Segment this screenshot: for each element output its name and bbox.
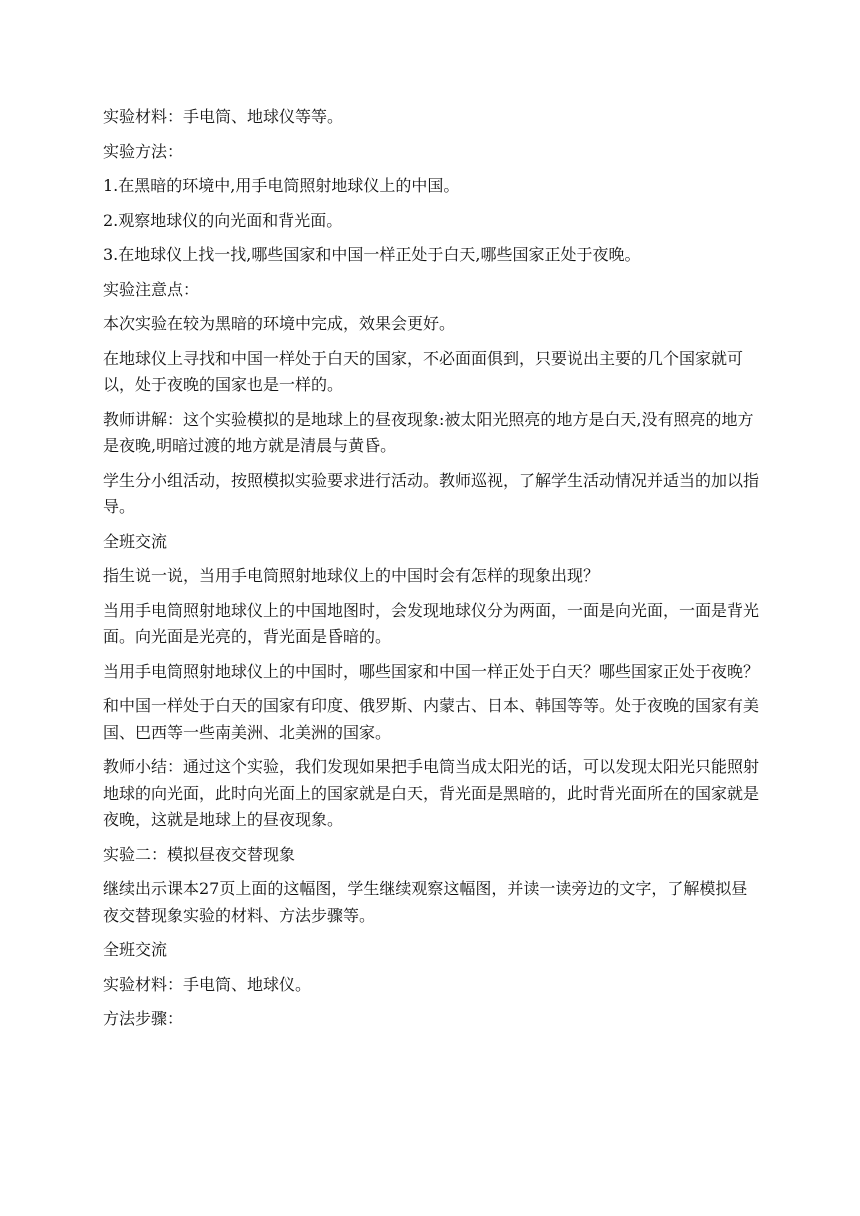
paragraph-question-1: 指生说一说，当用手电筒照射地球仪上的中国时会有怎样的现象出现？ bbox=[103, 566, 600, 585]
paragraph-step-2: 2.观察地球仪的向光面和背光面。 bbox=[103, 210, 343, 230]
paragraph-class-discussion-2: 全班交流 bbox=[103, 940, 168, 959]
document-body bbox=[103, 104, 759, 1041]
paragraph-answer-1: 当用手电筒照射地球仪上的中国地图时，会发现地球仪分为两面，一面是向光面，一面是背光面。向光面是光亮的，背光面是昏暗的。 bbox=[103, 600, 760, 646]
paragraph-answer-2: 和中国一样处于白天的国家有印度、俄罗斯、内蒙古、日本、韩国等等。处于夜晚的国家有美国、巴西等一些南美洲、北美洲的国家。 bbox=[103, 696, 760, 742]
paragraph-experiment-2-intro: 继续出示课本27页上面的这幅图，学生继续观察这幅图，并读一读旁边的文字，了解模拟昼夜交替现象实验的材料、方法步骤等。 bbox=[103, 879, 748, 925]
paragraph-steps-heading: 方法步骤： bbox=[103, 1009, 184, 1028]
paragraph-teacher-explanation: 教师讲解：这个实验模拟的是地球上的昼夜现象:被太阳光照亮的地方是白天,没有照亮的地方是夜晚,明暗过渡的地方就是清晨与黄昏。 bbox=[103, 409, 754, 455]
paragraph-materials: 实验材料：手电筒、地球仪等等。 bbox=[103, 107, 344, 126]
paragraph-materials-2: 实验材料：手电筒、地球仪。 bbox=[103, 974, 312, 994]
paragraph-note-2: 在地球仪上寻找和中国一样处于白天的国家，不必面面俱到，只要说出主要的几个国家就可以，处于夜晚的国家也是一样的。 bbox=[103, 348, 744, 394]
paragraph-notes-heading: 实验注意点： bbox=[103, 279, 200, 299]
paragraph-teacher-summary: 教师小结：通过这个实验，我们发现如果把手电筒当成太阳光的话，可以发现太阳光只能照射地球的向光面，此时向光面上的国家就是白天，背光面是黑暗的，此时背光面所在的国家就是夜晚，这就是地球上的昼夜现象。 bbox=[103, 757, 760, 829]
paragraph-group-activity: 学生分小组活动，按照模拟实验要求进行活动。教师巡视，了解学生活动情况并适当的加以指导。 bbox=[103, 470, 760, 516]
paragraph-question-2: 当用手电筒照射地球仪上的中国时，哪些国家和中国一样正处于白天？哪些国家正处于夜晚？ bbox=[103, 661, 760, 681]
paragraph-step-3: 3.在地球仪上找一找,哪些国家和中国一样正处于白天,哪些国家正处于夜晚。 bbox=[103, 245, 641, 264]
paragraph-experiment-2-heading: 实验二：模拟昼夜交替现象 bbox=[103, 844, 296, 864]
paragraph-method-heading: 实验方法： bbox=[103, 141, 184, 161]
paragraph-note-1: 本次实验在较为黑暗的环境中完成，效果会更好。 bbox=[103, 314, 456, 333]
paragraph-step-1: 1.在黑暗的环境中,用手电筒照射地球仪上的中国。 bbox=[103, 176, 460, 195]
paragraph-class-discussion: 全班交流 bbox=[103, 531, 168, 551]
